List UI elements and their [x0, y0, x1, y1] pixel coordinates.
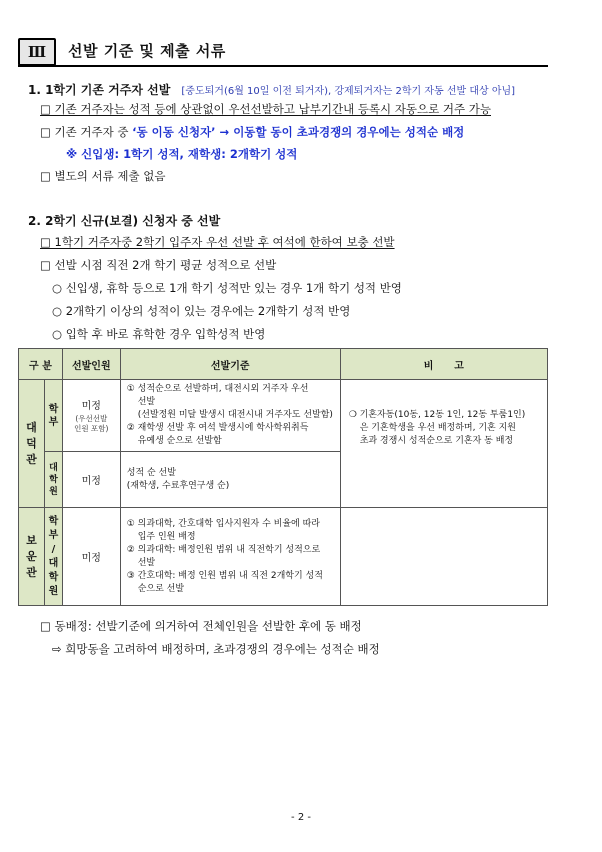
- table-row: [19, 380, 548, 452]
- footer-item1: □ 동배정: 선발기준에 의거하여 전체인원을 선발한 후에 동 배정: [40, 619, 362, 633]
- section-header: [18, 38, 548, 66]
- part1-item2-prefix: □ 기존 거주자 중: [40, 125, 133, 139]
- category-bowoon: 보 운 관: [19, 508, 45, 606]
- criteria-line: ③ 간호대학: 배정 인원 범위 내 직전 2개학기 성적: [126, 570, 323, 581]
- page-number: - 2 -: [291, 812, 311, 823]
- selection-table: [18, 348, 548, 606]
- criteria-line: (재학생, 수료후연구생 순): [126, 480, 230, 491]
- remark-line: ❍ 기혼자동(10동, 12동 1인, 12동 투룸1인): [348, 410, 526, 420]
- criteria-line: 선발: [137, 557, 156, 568]
- criteria-line: ① 의과대학, 간호대학 입사지원자 수 비율에 따라: [126, 518, 320, 529]
- count-grad: 미정: [62, 452, 120, 508]
- criteria-line: 선발: [137, 397, 156, 407]
- part1-item1-text: □ 기존 거주자는 성적 등에 상관없이 우선선발하고 납부기간내 등록시 자동으로 거주 가능: [40, 102, 491, 116]
- footer-item2: ⇨ 희망동을 고려하여 배정하며, 초과경쟁의 경우에는 성적순 배정: [52, 642, 380, 656]
- part1-note: [중도퇴거(6월 10일 이전 퇴거자), 강제퇴거자는 2학기 자동 선발 대상 아님]: [181, 86, 516, 97]
- part1-item2-highlight: ‘동 이동 신청자’ → 이동할 동이 초과경쟁의 경우에는 성적순 배정: [132, 125, 465, 139]
- criteria-line: ② 의과대학: 배정인원 범위 내 직전학기 성적으로: [126, 544, 321, 555]
- subcategory-grad: 대 학 원: [44, 452, 62, 508]
- part1-item2-sub: ※ 신입생: 1학기 성적, 재학생: 2개학기 성적: [66, 147, 298, 161]
- count-undergrad-note: (우선선발 인원 포함): [74, 414, 109, 433]
- part1-item1: [40, 101, 491, 117]
- section-underline: [18, 65, 548, 67]
- part1-heading: 1. 1학기 기존 거주자 선발: [28, 83, 171, 97]
- remark-cell: [340, 380, 547, 508]
- criteria-bowoon: [120, 508, 340, 606]
- count-undergrad-value: 미정: [81, 401, 101, 412]
- category-daedeok: 대 덕 관: [19, 380, 45, 508]
- remark-line: 초과 경쟁시 성적순으로 기혼자 동 배정: [359, 436, 514, 446]
- subcategory-bowoon: 학 부 / 대 학 원: [44, 508, 62, 606]
- header-remark: 비 고: [340, 349, 547, 380]
- header-count: 선발인원: [62, 349, 120, 380]
- criteria-undergrad: [120, 380, 340, 452]
- criteria-line: 순으로 선발: [137, 583, 185, 594]
- part2-item2: □ 선발 시점 직전 2개 학기 평균 성적으로 선발: [40, 258, 277, 272]
- criteria-line: 입주 인원 배정: [137, 531, 196, 542]
- remark-bowoon: [340, 508, 547, 606]
- table-row: [19, 508, 548, 606]
- part1-item2: [40, 124, 464, 140]
- part1-heading-row: [28, 79, 515, 98]
- count-bowoon: 미정: [62, 508, 120, 606]
- criteria-grad: [120, 452, 340, 508]
- part2-sub2: ○ 2개학기 이상의 성적이 있는 경우에는 2개학기 성적 반영: [52, 304, 351, 318]
- remark-line: 은 기혼학생을 우선 배정하며, 기혼 지원: [359, 423, 516, 433]
- criteria-line: (선발정원 미달 발생시 대전시내 거주자도 선발함): [137, 410, 333, 420]
- part2-sub3: ○ 입학 후 바로 휴학한 경우 입학성적 반영: [52, 327, 266, 341]
- section-title: 선발 기준 및 제출 서류: [68, 42, 226, 60]
- section-number: Ⅲ: [18, 38, 56, 66]
- subcategory-undergrad: 학 부: [44, 380, 62, 452]
- table-header-row: [19, 349, 548, 380]
- part2-sub1: ○ 신입생, 휴학 등으로 1개 학기 성적만 있는 경우 1개 학기 성적 반영: [52, 281, 402, 295]
- criteria-line: 성적 순 선발: [126, 467, 176, 478]
- criteria-line: ② 재학생 선발 후 여석 발생시에 학사학위취득: [126, 423, 309, 433]
- part2-item1-text: □ 1학기 거주자중 2학기 입주자 우선 선발 후 여석에 한하여 보충 선발: [40, 235, 395, 249]
- header-category: 구 분: [19, 349, 63, 380]
- part1-item3: □ 별도의 서류 제출 없음: [40, 169, 166, 183]
- count-undergrad: [62, 380, 120, 452]
- header-criteria: 선발기준: [120, 349, 340, 380]
- criteria-line: ① 성적순으로 선발하며, 대전시외 거주자 우선: [126, 384, 309, 394]
- part2-heading: 2. 2학기 신규(보결) 신청자 중 선발: [28, 214, 221, 228]
- criteria-line: 유예생 순으로 선발함: [137, 436, 222, 446]
- part2-item1: [40, 234, 395, 250]
